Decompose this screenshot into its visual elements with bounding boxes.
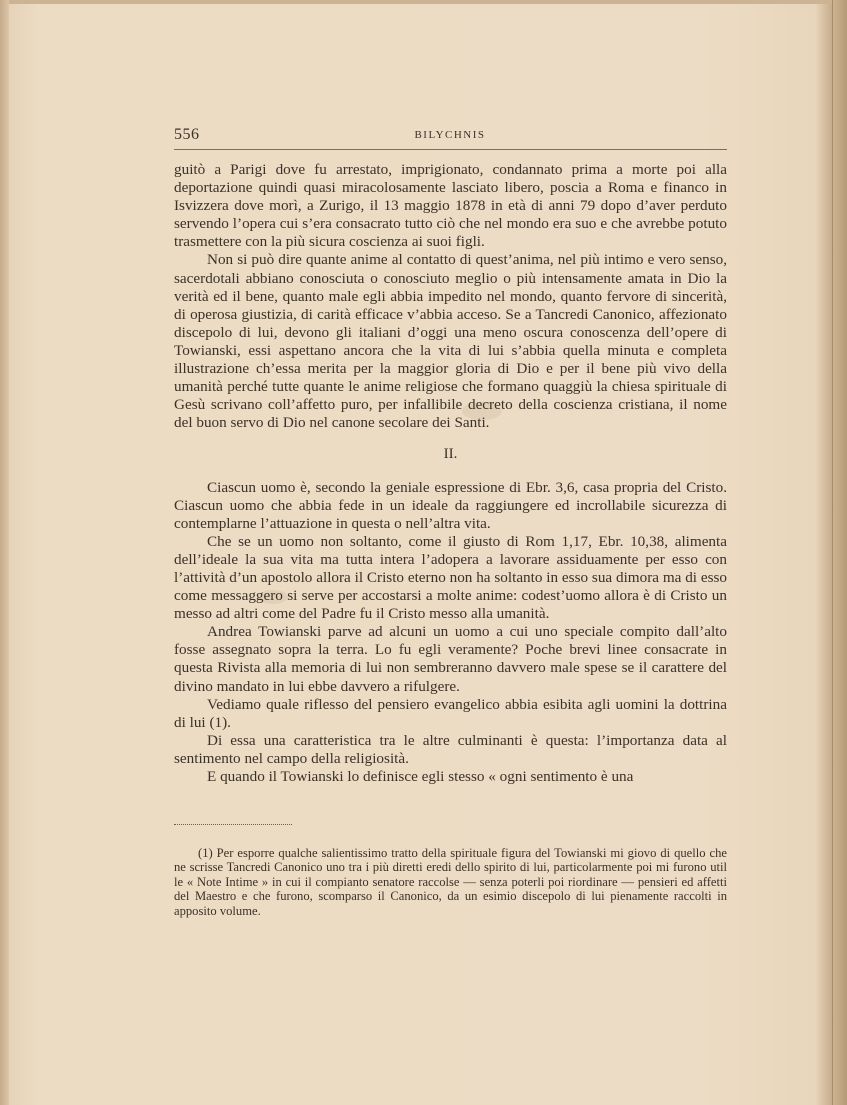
page-left-edge <box>0 0 9 1105</box>
paragraph: Che se un uomo non soltanto, come il giusto di Rom 1,17, Ebr. 10,38, alimenta dell’ideale la sua vita ma tutta intera l’adopera a lavorare assiduamente per esso con l’attività d’un apostolo allora il Cristo eterno non ha soltanto in esso sua dimora ma di esso come messaggero si serve per accostarsi a molte anime: codest’uomo allora è di Cristo un messo ad altri come del Padre fu il Cristo messo alla umanità. <box>174 532 727 623</box>
header-rule <box>174 149 727 150</box>
page-number: 556 <box>174 126 200 143</box>
paragraph: Di essa una caratteristica tra le altre culminanti è questa: l’importanza data al sentimento nel campo della religiosità. <box>174 731 727 767</box>
running-header <box>174 126 726 148</box>
footnote <box>174 846 727 918</box>
paragraph: Andrea Towianski parve ad alcuni un uomo a cui uno speciale compito dall’alto fosse assegnato sopra la terra. Lo fu egli veramente? Poche brevi linee consacrate in questa Rivista alla memoria di lui non sembreranno davvero male spese se il carattere del divino mandato in lui ebbe davvero a rifulgere. <box>174 623 727 695</box>
page-right-edge <box>832 0 847 1105</box>
page-top-edge <box>0 0 847 4</box>
footnote-text: (1) Per esporre qualche salientissimo tratto della spirituale figura del Towianski mi giovo di quello che ne scrisse Tancredi Canonico uno tra i più diretti eredi dello spirito di lui, particolarmente poi mi furono util le « Note Intime » in cui il compianto senatore raccolse — senza poterli poi riordinare — pensieri ed affetti del Maestro e che furono, scomparso il Canonico, da un esimio discepolo di lui pienamente raccolti in apposito volume. <box>174 846 727 918</box>
paragraph: Vediamo quale riflesso del pensiero evangelico abbia esibita agli uomini la dottrina di lui (1). <box>174 695 727 731</box>
paragraph: E quando il Towianski lo definisce egli stesso « ogni sentimento è una <box>207 768 634 785</box>
footnote-separator <box>174 824 292 825</box>
paragraph: guitò a Parigi dove fu arrestato, imprigionato, condannato prima a morte poi alla deportazione quindi quasi miracolosamente lasciato libero, poscia a Roma e financo in Isvizzera dove morì, a Zurigo, il 13 maggio 1878 in età di anni 79 dopo d’aver perduto servendo l’opera cui s’era consacrato tutto ciò che nel mondo era suo e che avrebbe potuto trasmettere con la più sicura coscienza ai suoi figli. <box>174 161 727 251</box>
journal-title: BILYCHNIS <box>414 129 486 141</box>
section-heading: II. <box>443 446 458 463</box>
paragraph: Ciascun uomo è, secondo la geniale espressione di Ebr. 3,6, casa propria del Cristo. Ciascun uomo che abbia fede in un ideale da raggiungere ed incrollabile sicurezza di contemplarne l’attuazione in questa o nell’altra vita. <box>174 478 727 532</box>
main-text <box>174 161 727 786</box>
paragraph: Non si può dire quante anime al contatto di quest’anima, nel più intimo e vero senso, sacerdotali abbiano conosciuta o conosciuto meglio o più intensamente amata in Dio la verità ed il bene, quanto male egli abbia impedito nel mondo, quanto fervore di sincerità, di operosa giustizia, di carità efficace v’abbia acceso. Se a Tancredi Canonico, affezionato discepolo di lui, devono gli italiani d’oggi una meno oscura conoscenza dell’opere di Towianski, essi aspettano ancora che la vita di lui s’abbia quella minuta e completa illustrazione ch’essa merita per la maggior gloria di Dio e per il bene più vivo della umanità perché tutte quante le anime religiose che formano quaggiù la chiesa spirituale di Gesù scrivano coll’affetto puro, per infallibile decreto della coscienza cristiana, il nome del buon servo di Dio nel canone secolare dei Santi. <box>174 251 727 432</box>
